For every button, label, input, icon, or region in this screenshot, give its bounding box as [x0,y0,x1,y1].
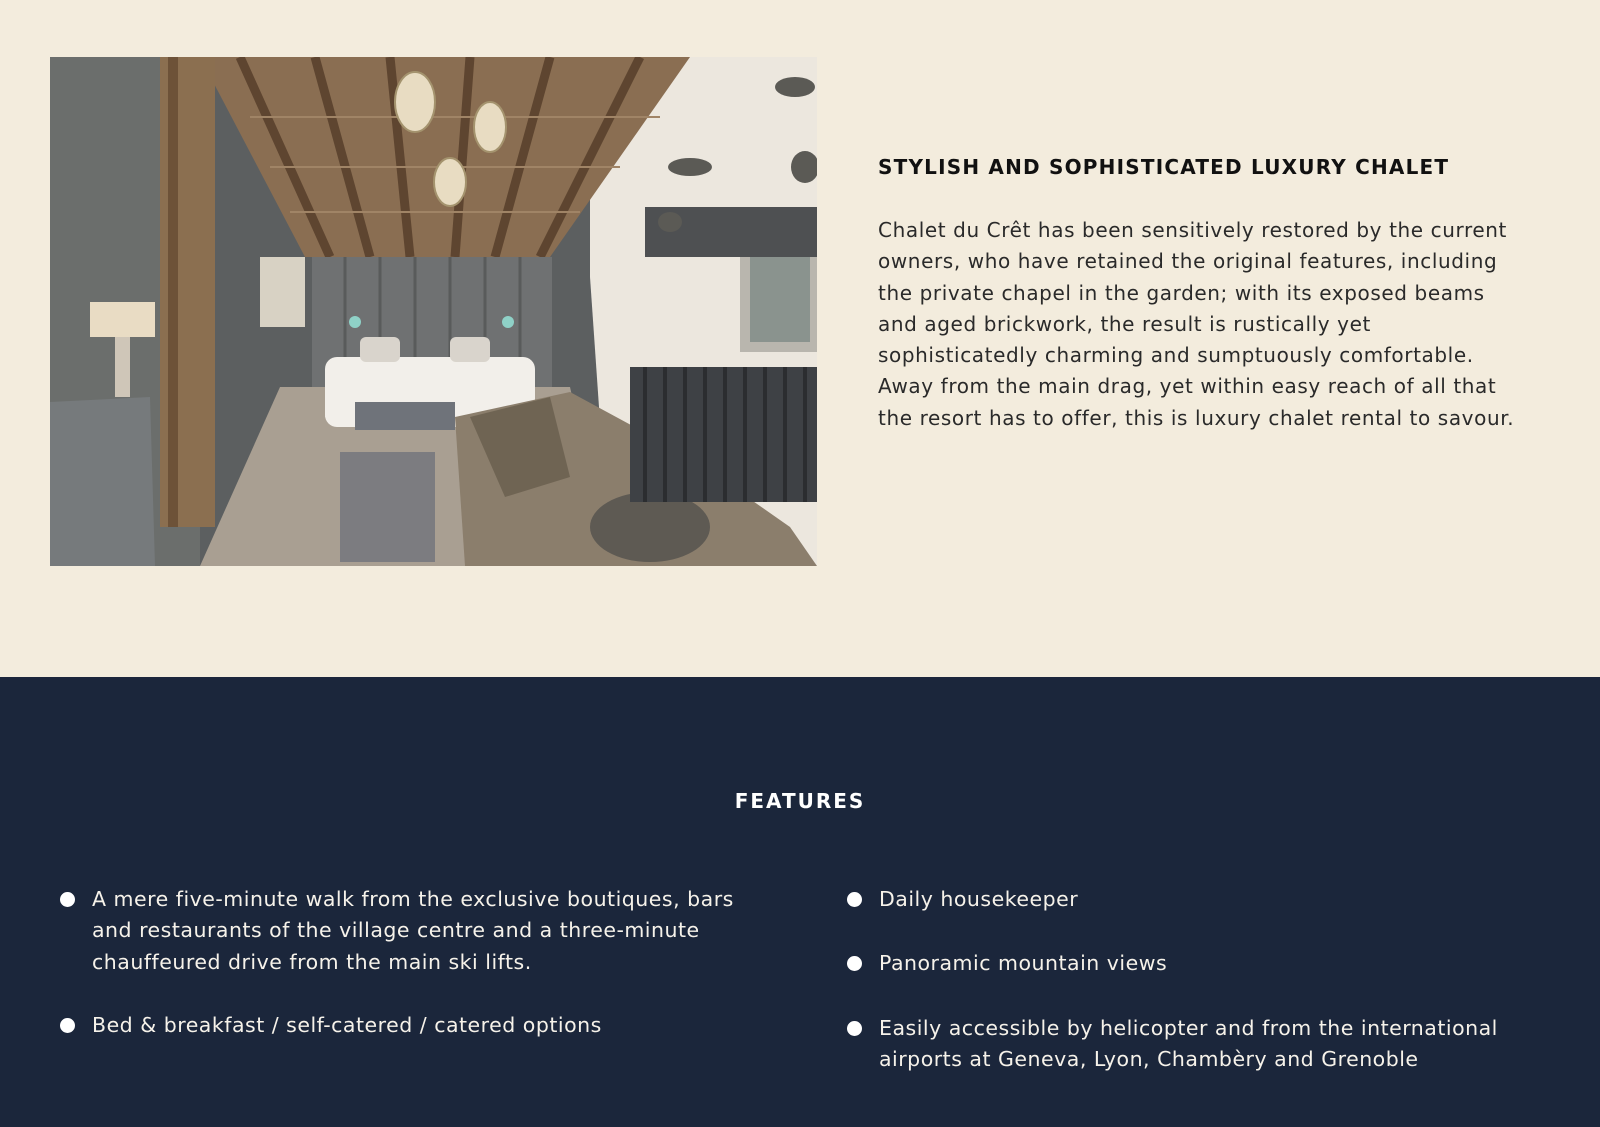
feature-text: Easily accessible by helicopter and from the international airports at Geneva, Lyon, Chambèry and Grenoble [879,1015,1498,1071]
features-list-right [847,884,1547,1108]
bullet-icon [60,892,75,907]
bullet-icon [847,956,862,971]
features-section [0,677,1600,1127]
bullet-icon [847,1021,862,1036]
bullet-icon [847,892,862,907]
intro-text-block [878,153,1538,434]
feature-item [60,884,780,978]
feature-text: Bed & breakfast / self-catered / catered options [92,1012,602,1037]
feature-item [847,884,1547,915]
bullet-icon [60,1018,75,1033]
feature-item [60,1010,780,1041]
features-list-left [60,884,780,1073]
feature-item [847,948,1547,979]
features-title: FEATURES [734,789,866,813]
feature-text: A mere five-minute walk from the exclusive boutiques, bars and restaurants of the village centre and a three-minute chauffeured drive from the main ski lifts. [92,887,734,974]
intro-title: STYLISH AND SOPHISTICATED LUXURY CHALET [878,155,1450,179]
intro-description: Chalet du Crêt has been sensitively restored by the current owners, who have retained the original features, including the private chapel in the garden; with its exposed beams and aged brickwork, the result is rustically yet sophisticatedly charming and sumptuously comfortable. Away from the main drag, yet within easy reach of all that the resort has to offer, this is luxury chalet rental to savour. [878,218,1515,430]
feature-text: Panoramic mountain views [879,951,1168,976]
chalet-bedroom-photo [50,57,817,566]
feature-text: Daily housekeeper [879,887,1079,911]
feature-item [847,1013,1547,1076]
chalet-bedroom-illustration [50,57,817,566]
